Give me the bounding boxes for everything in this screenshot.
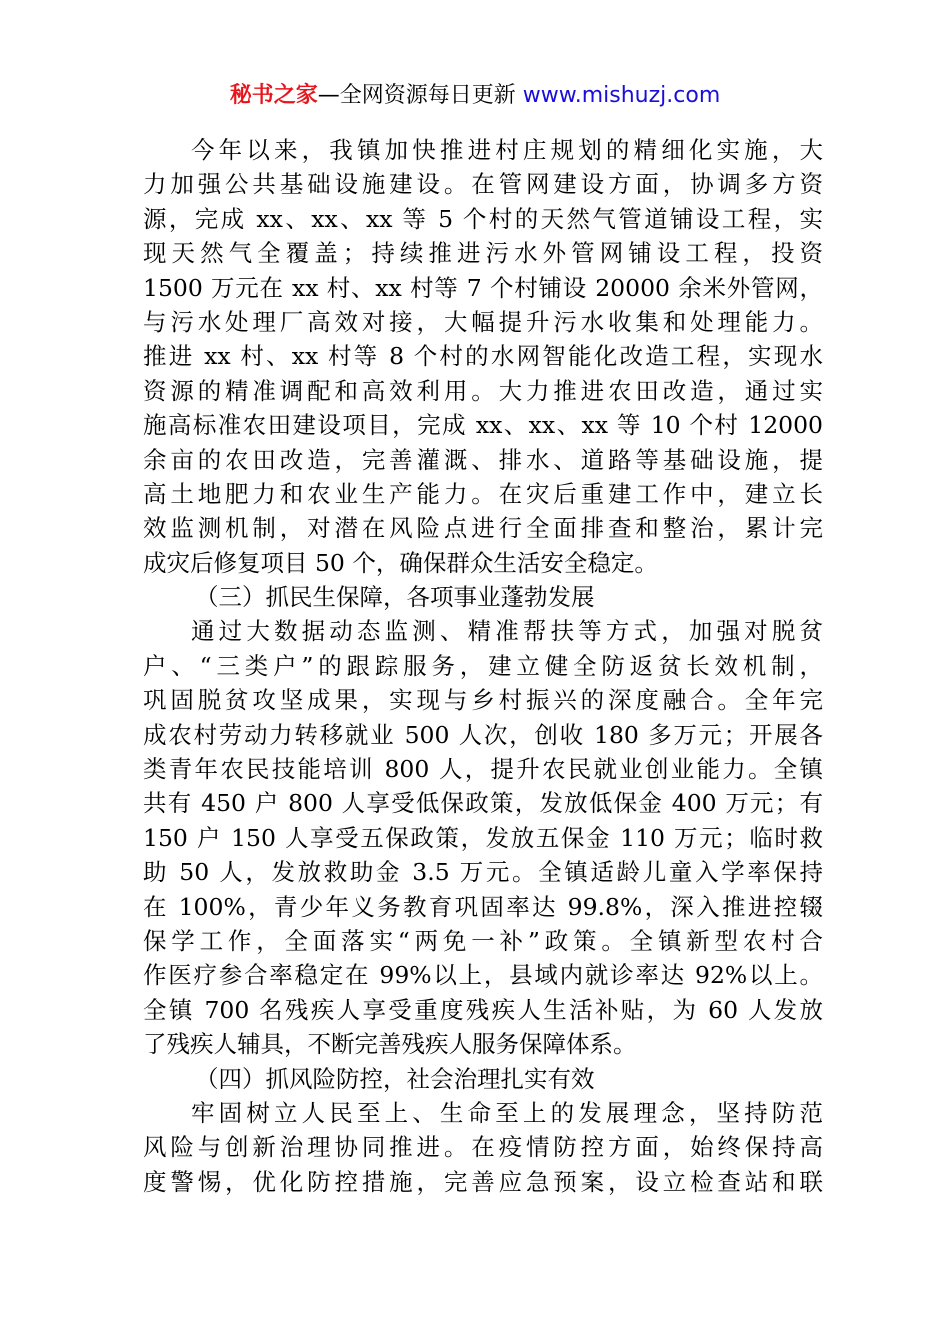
paragraph-line: 成灾后修复项目 50 个，确保群众生活安全稳定。 [143,548,658,577]
paragraph-line: 了残疾人辅具，不断完善残疾人服务保障体系。 [143,1030,637,1059]
section-heading: （三）抓民生保障，各项事业蓬勃发展 [195,583,595,612]
site-brand: 秘书之家 [229,83,318,108]
paragraph-line: 高土地肥力和农业生产能力。在灾后重建工作中，建立长 [143,479,823,508]
site-tagline: —全网资源每日更新 [317,83,523,108]
paragraph-line: 类青年农民技能培训 800 人，提升农民就业创业能力。全镇 [143,755,823,784]
paragraph-line: 作医疗参合率稳定在 99%以上，县域内就诊率达 92%以上。 [143,961,823,990]
paragraph-line: 户、“三类户”的跟踪服务，建立健全防返贫长效机制， [143,651,823,680]
paragraph-line: 保学工作，全面落实“两免一补”政策。全镇新型农村合 [143,926,823,955]
paragraph-line: 推进 xx 村、xx 村等 8 个村的水网智能化改造工程，实现水 [143,342,823,371]
paragraph-line: 与污水处理厂高效对接，大幅提升污水收集和处理能力。 [143,307,823,336]
paragraph-line: 风险与创新治理协同推进。在疫情防控方面，始终保持高 [143,1133,823,1162]
paragraph-line: 巩固脱贫攻坚成果，实现与乡村振兴的深度融合。全年完 [143,686,823,715]
paragraph-line: 力加强公共基础设施建设。在管网建设方面，协调多方资 [143,170,823,199]
paragraph-line: 通过大数据动态监测、精准帮扶等方式，加强对脱贫 [191,617,823,646]
paragraph-line: 全镇 700 名残疾人享受重度残疾人生活补贴，为 60 人发放 [143,995,823,1024]
paragraph-line: 现天然气全覆盖；持续推进污水外管网铺设工程，投资 [143,239,823,268]
paragraph-line: 成农村劳动力转移就业 500 人次，创收 180 多万元；开展各 [143,720,823,749]
paragraph-line: 牢固树立人民至上、生命至上的发展理念，坚持防范 [191,1098,823,1127]
paragraph-line: 1500 万元在 xx 村、xx 村等 7 个村铺设 20000 余米外管网， [143,273,823,302]
paragraph-line: 在 100%，青少年义务教育巩固率达 99.8%，深入推进控辍 [143,892,823,921]
document-body [143,133,823,1199]
paragraph-line: 余亩的农田改造，完善灌溉、排水、道路等基础设施，提 [143,445,823,474]
section-heading: （四）抓风险防控，社会治理扎实有效 [195,1064,595,1093]
paragraph-line: 资源的精准调配和高效利用。大力推进农田改造，通过实 [143,376,823,405]
site-url[interactable]: www.mishuzj.com [522,83,721,108]
paragraph-line: 源，完成 xx、xx、xx 等 5 个村的天然气管道铺设工程，实 [143,204,823,233]
paragraph-line: 今年以来，我镇加快推进村庄规划的精细化实施，大 [191,136,823,164]
paragraph-line: 助 50 人，发放救助金 3.5 万元。全镇适龄儿童入学率保持 [143,858,823,887]
paragraph-line: 度警惕，优化防控措施，完善应急预案，设立检查站和联 [143,1167,823,1196]
paragraph-line: 共有 450 户 800 人享受低保政策，发放低保金 400 万元；有 [143,789,823,818]
site-header [0,80,950,112]
paragraph-line: 效监测机制，对潜在风险点进行全面排查和整治，累计完 [143,514,823,543]
paragraph-line: 施高标准农田建设项目，完成 xx、xx、xx 等 10 个村 12000 [143,411,823,440]
paragraph-line: 150 户 150 人享受五保政策，发放五保金 110 万元；临时救 [143,823,823,852]
